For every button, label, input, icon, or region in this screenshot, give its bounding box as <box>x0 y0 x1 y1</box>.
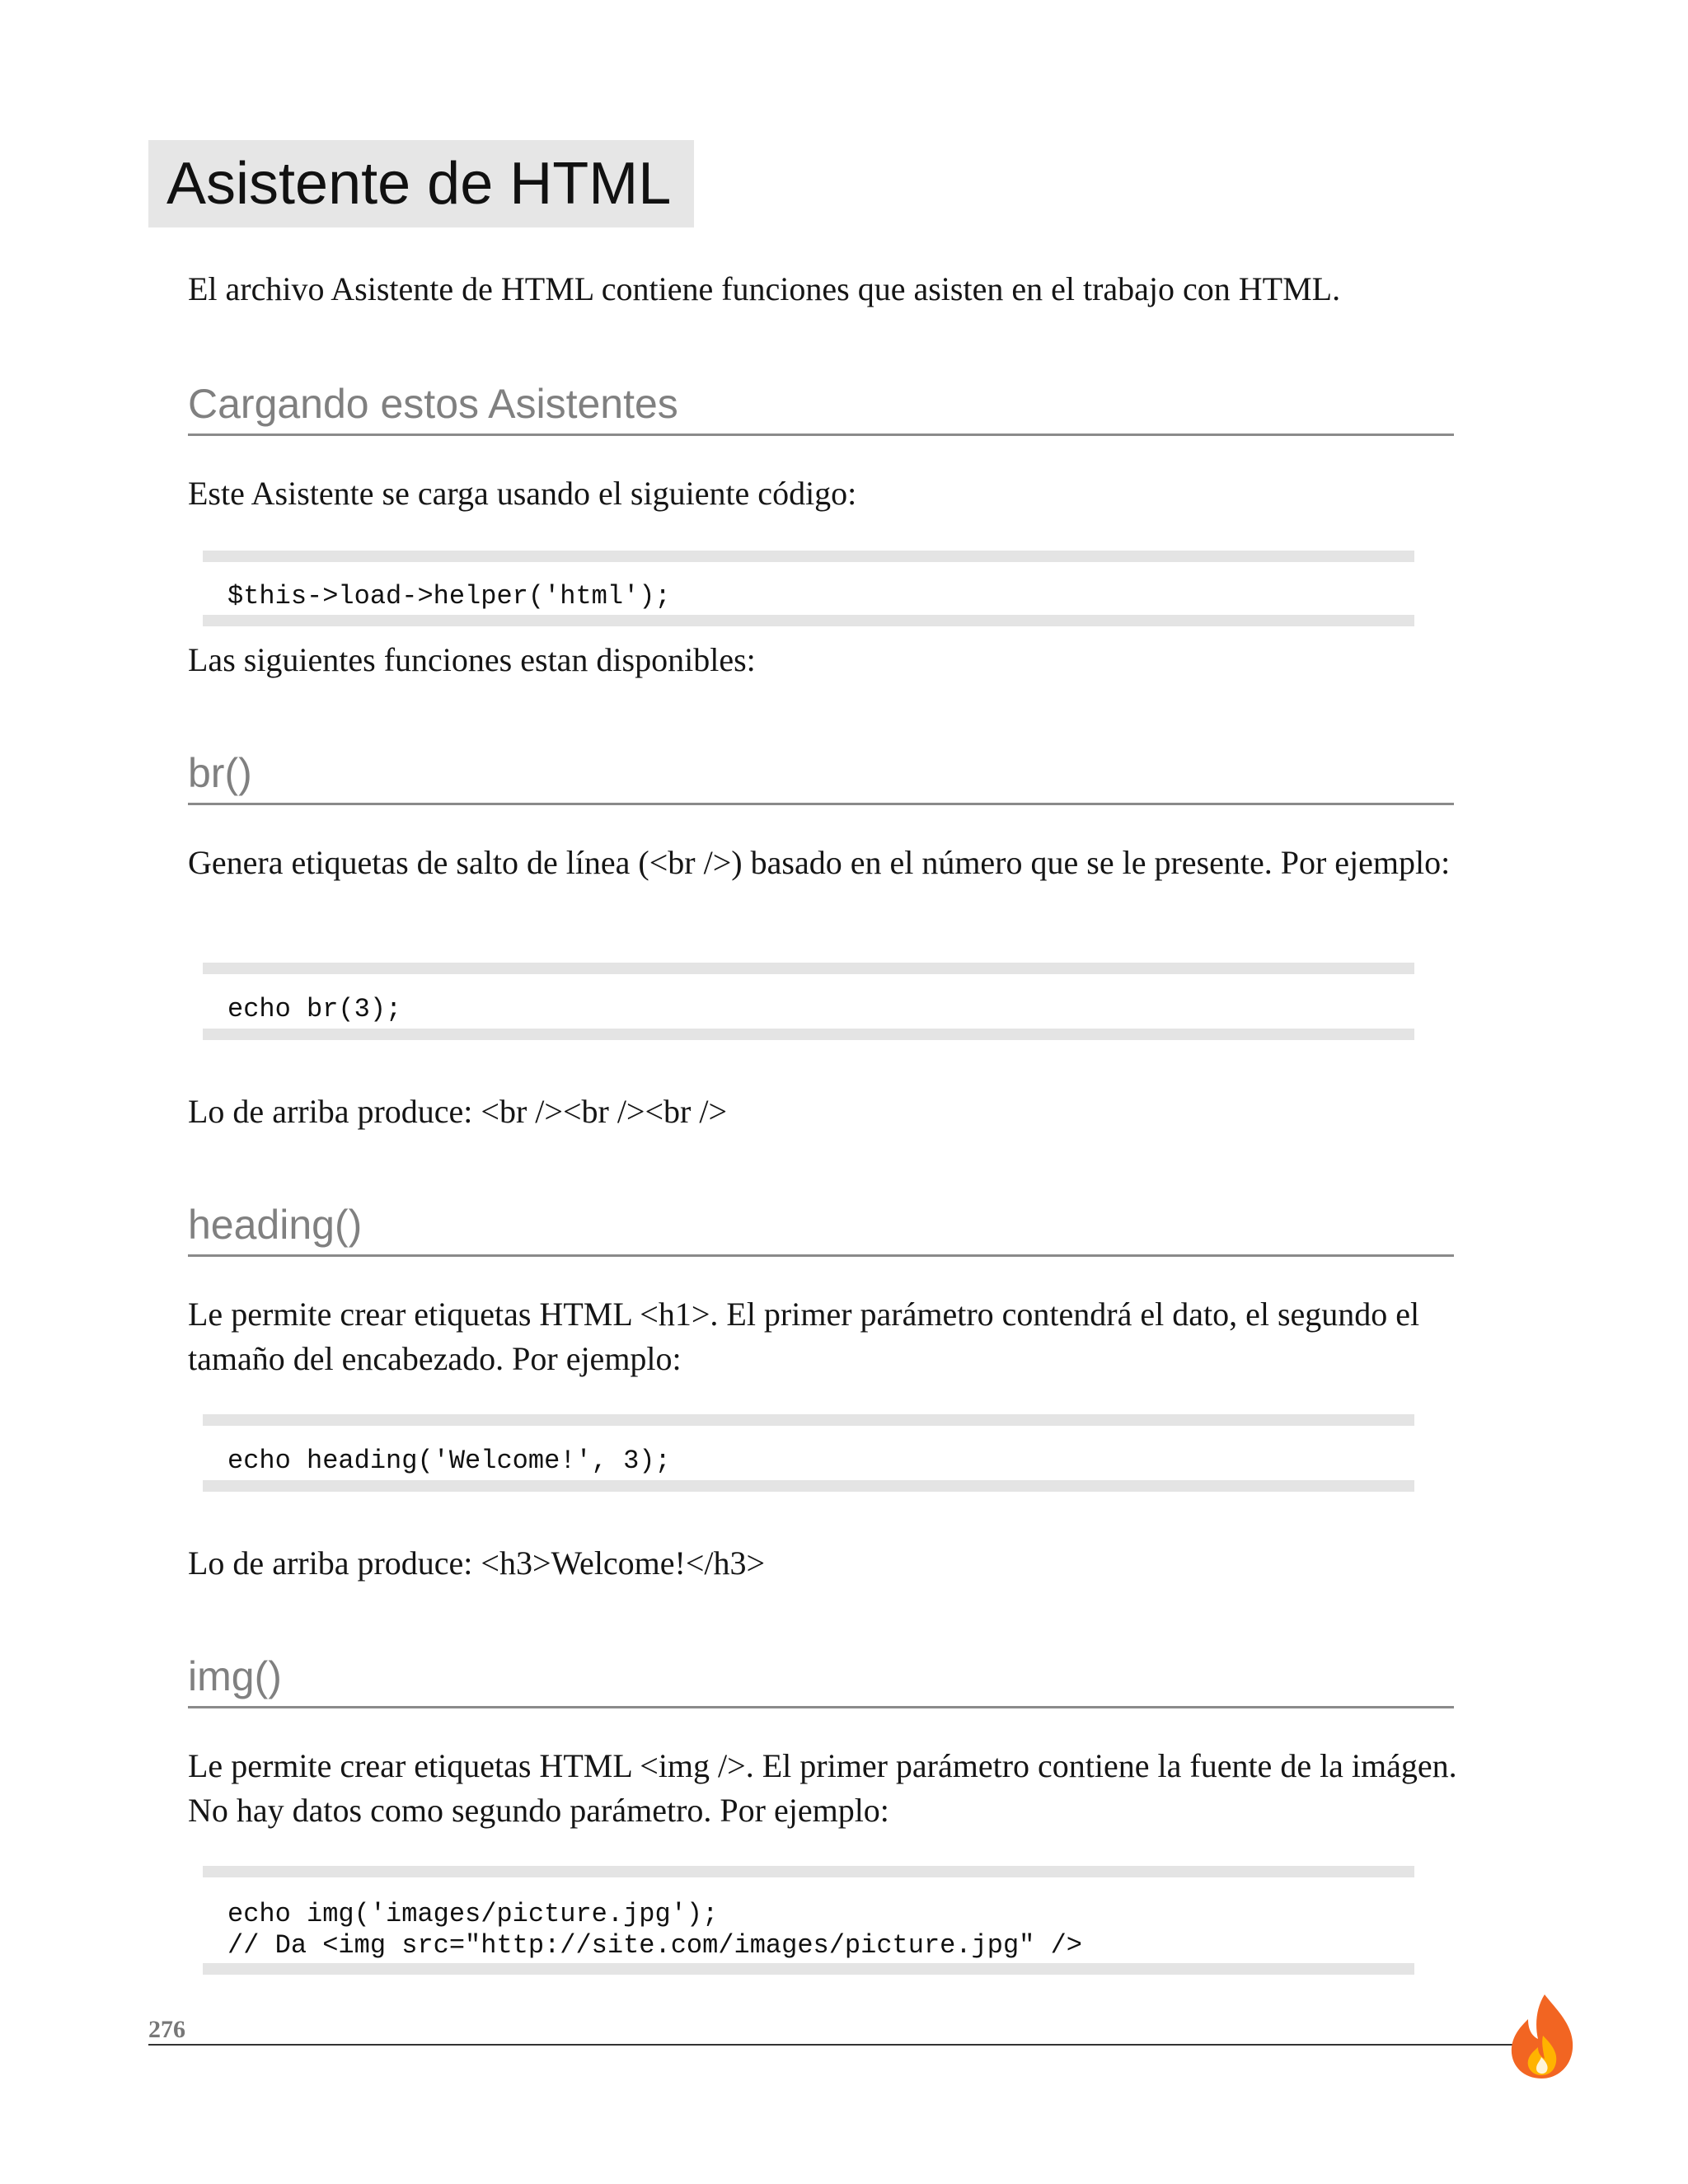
code-line: // Da <img src="http://site.com/images/picture.jpg" /> <box>227 1930 1082 1961</box>
loading-paragraph: Este Asistente se carga usando el siguiente código: <box>188 475 857 512</box>
code-line: echo br(3); <box>227 994 402 1024</box>
code-block-loading <box>203 551 1414 626</box>
br-description: Genera etiquetas de salto de línea (<br />) basado en el número que se le presente. Por ejemplo: <box>188 844 1451 881</box>
code-block-img <box>203 1866 1414 1975</box>
code-block-heading <box>203 1414 1414 1492</box>
code-line: echo img('images/picture.jpg'); <box>227 1899 719 1929</box>
functions-available-paragraph: Las siguientes funciones estan disponibles: <box>188 641 756 678</box>
section-heading-loading: Cargando estos Asistentes <box>188 377 1454 436</box>
section-heading-br: br() <box>188 747 1454 805</box>
intro-paragraph: El archivo Asistente de HTML contiene funciones que asisten en el trabajo con HTML. <box>188 270 1341 307</box>
flame-logo-icon <box>1505 1991 1579 2082</box>
heading-description: Le permite crear etiquetas HTML <h1>. El primer parámetro contendrá el dato, el segundo el tamaño del encabezado. Por ejemplo: <box>188 1296 1420 1377</box>
code-line: $this->load->helper('html'); <box>227 581 671 612</box>
page-title: Asistente de HTML <box>148 140 694 227</box>
page-number: 276 <box>148 2016 185 2043</box>
code-line: echo heading('Welcome!', 3); <box>227 1446 671 1476</box>
img-description: Le permite crear etiquetas HTML <img />. El primer parámetro contiene la fuente de la imágen. No hay datos como segundo parámetro. Por ejemplo: <box>188 1747 1457 1829</box>
code-block-br <box>203 963 1414 1040</box>
footer-rule <box>148 2044 1517 2046</box>
heading-result: Lo de arriba produce: <h3>Welcome!</h3> <box>188 1544 766 1582</box>
section-heading-img: img() <box>188 1650 1454 1708</box>
section-heading-heading: heading() <box>188 1198 1454 1257</box>
br-result: Lo de arriba produce: <br /><br /><br /> <box>188 1093 728 1130</box>
